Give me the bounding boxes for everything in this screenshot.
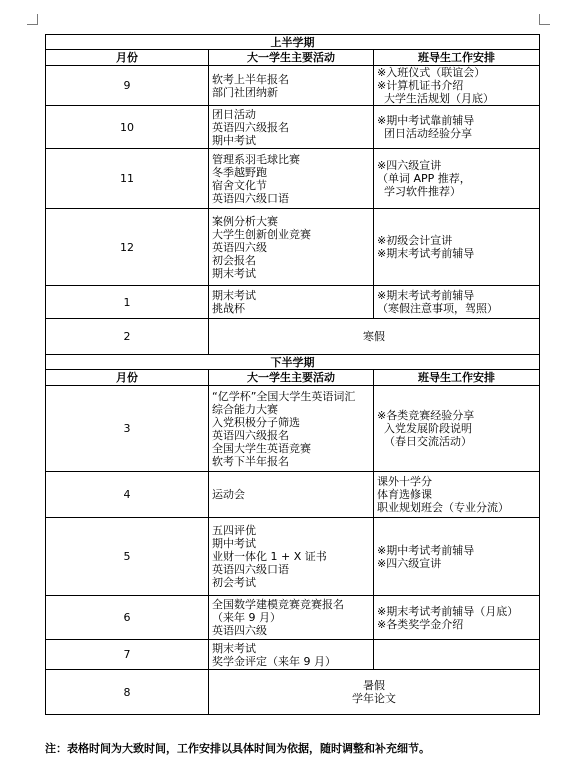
schedule-table xyxy=(45,34,540,715)
activities-cell xyxy=(209,66,374,106)
tasks-cell xyxy=(374,106,540,149)
cell-line: 软考上半年报名 xyxy=(212,72,289,86)
cell-line: 英语四六级口语 xyxy=(212,191,289,205)
table-row xyxy=(46,640,540,670)
cell-line: 英语四六级报名 xyxy=(212,428,289,442)
cell-line: 职业规划班会（专业分流） xyxy=(377,501,509,514)
cell-line: 期末考试 xyxy=(212,641,256,655)
header-activities: 大一学生主要活动 xyxy=(209,50,374,66)
cell-line: 大学生创新创业竞赛 xyxy=(212,227,311,241)
cell-line: 软考下半年报名 xyxy=(212,454,289,468)
cell-line: 全国数学建模竞赛竞赛报名 xyxy=(212,598,344,611)
month-cell: 4 xyxy=(46,472,209,518)
month-cell: 3 xyxy=(46,386,209,472)
holiday-cell xyxy=(209,670,540,715)
cell-line: 初会考试 xyxy=(212,576,256,589)
page-corner-mark-left xyxy=(27,14,38,25)
cell-line: （来年 9 月） xyxy=(212,611,281,624)
cell-line: 期末考试 xyxy=(212,289,256,302)
cell-line: ※期末考试考前辅导（月底） xyxy=(377,604,519,618)
month-cell: 7 xyxy=(46,640,209,670)
tasks-cell xyxy=(374,149,540,209)
cell-line: 团日活动经验分享 xyxy=(377,127,472,140)
cell-line: 五四评优 xyxy=(212,524,256,537)
month-cell: 12 xyxy=(46,209,209,286)
cell-line: 暑假 xyxy=(363,679,385,692)
cell-line: ※期中考试考前辅导 xyxy=(377,543,475,557)
month-cell: 1 xyxy=(46,286,209,319)
cell-line: 运动会 xyxy=(212,488,245,501)
cell-line: （春日交流活动） xyxy=(377,435,472,448)
section-title-row xyxy=(46,35,540,50)
cell-line: ※期末考试考前辅导 xyxy=(377,289,475,302)
cell-line: 寒假 xyxy=(363,330,385,343)
cell-line: 英语四六级 xyxy=(212,240,267,254)
tasks-cell xyxy=(374,518,540,596)
tasks-cell xyxy=(374,386,540,472)
tasks-cell xyxy=(374,66,540,106)
cell-line: ※各类竞赛经验分享 xyxy=(377,409,475,422)
activities-cell xyxy=(209,286,374,319)
cell-line: （单词 APP 推荐， xyxy=(377,172,471,185)
cell-line: “亿学杯”全国大学生英语词汇 xyxy=(212,389,356,403)
table-row xyxy=(46,149,540,209)
month-cell: 8 xyxy=(46,670,209,715)
cell-line: 奖学金评定（来年 9 月） xyxy=(212,654,336,668)
cell-line: ※期末考试考前辅导 xyxy=(377,247,475,260)
holiday-row xyxy=(46,319,540,355)
month-cell: 9 xyxy=(46,66,209,106)
header-tasks: 班导生工作安排 xyxy=(374,50,540,66)
activities-cell xyxy=(209,518,374,596)
cell-line: 期末考试 xyxy=(212,266,256,280)
table-row xyxy=(46,518,540,596)
cell-line: 管理系羽毛球比赛 xyxy=(212,152,300,166)
holiday-cell xyxy=(209,319,540,355)
cell-line: 期中考试 xyxy=(212,133,256,147)
activities-cell xyxy=(209,209,374,286)
cell-line: 期中考试 xyxy=(212,537,256,550)
cell-line: 案例分析大赛 xyxy=(212,214,278,228)
month-cell: 11 xyxy=(46,149,209,209)
cell-line: 大学生活规划（月底） xyxy=(377,92,494,105)
tasks-cell xyxy=(374,596,540,640)
header-month: 月份 xyxy=(46,50,209,66)
cell-line: 课外十学分 xyxy=(377,475,432,488)
table-row xyxy=(46,472,540,518)
cell-line: 团日活动 xyxy=(212,107,256,121)
cell-line: ※各类奖学金介绍 xyxy=(377,617,464,631)
header-month: 月份 xyxy=(46,370,209,386)
cell-line: 学年论文 xyxy=(352,692,396,705)
month-cell: 2 xyxy=(46,319,209,355)
table-row xyxy=(46,386,540,472)
cell-line: 入党发展阶段说明 xyxy=(377,422,472,435)
cell-line: 初会报名 xyxy=(212,253,256,267)
cell-line: 全国大学生英语竞赛 xyxy=(212,441,311,455)
tasks-cell xyxy=(374,209,540,286)
cell-line: 挑战杯 xyxy=(212,302,245,315)
cell-line: 业财一体化 1 + X 证书 xyxy=(212,550,327,563)
cell-line: ※初级会计宣讲 xyxy=(377,234,453,247)
cell-line: ※四六级宣讲 xyxy=(377,159,442,172)
cell-line: ※期中考试靠前辅导 xyxy=(377,114,475,127)
activities-cell xyxy=(209,106,374,149)
activities-cell xyxy=(209,640,374,670)
table-row xyxy=(46,209,540,286)
month-cell: 6 xyxy=(46,596,209,640)
header-row xyxy=(46,370,540,386)
activities-cell xyxy=(209,386,374,472)
cell-line: （寒假注意事项，驾照） xyxy=(377,302,498,315)
header-tasks: 班导生工作安排 xyxy=(374,370,540,386)
section-title-row xyxy=(46,355,540,370)
cell-line: 英语四六级口语 xyxy=(212,563,289,576)
cell-line: 英语四六级 xyxy=(212,624,267,637)
month-cell: 5 xyxy=(46,518,209,596)
table-row xyxy=(46,106,540,149)
section-title: 上半学期 xyxy=(46,35,540,50)
cell-line: 冬季越野跑 xyxy=(212,165,267,179)
cell-line: 体育选修课 xyxy=(377,488,432,501)
cell-line: 学习软件推荐） xyxy=(377,185,461,198)
cell-line: 宿舍文化节 xyxy=(212,178,267,192)
cell-line: ※四六级宣讲 xyxy=(377,556,442,570)
tasks-cell xyxy=(374,640,540,670)
header-activities: 大一学生主要活动 xyxy=(209,370,374,386)
section-title: 下半学期 xyxy=(46,355,540,370)
table-row xyxy=(46,286,540,319)
table-row xyxy=(46,596,540,640)
activities-cell xyxy=(209,472,374,518)
page-corner-mark-right xyxy=(539,14,550,25)
tasks-cell xyxy=(374,286,540,319)
cell-line: ※计算机证书介绍 xyxy=(377,79,464,92)
activities-cell xyxy=(209,596,374,640)
table-note: 注：表格时间为大致时间，工作安排以具体时间为依据，随时调整和补充细节。 xyxy=(45,742,430,755)
cell-line: 综合能力大赛 xyxy=(212,402,278,416)
holiday-row xyxy=(46,670,540,715)
month-cell: 10 xyxy=(46,106,209,149)
cell-line: 入党积极分子筛选 xyxy=(212,415,300,429)
header-row xyxy=(46,50,540,66)
cell-line: ※入班仪式（联谊会） xyxy=(377,66,486,79)
table-row xyxy=(46,66,540,106)
activities-cell xyxy=(209,149,374,209)
cell-line: 部门社团纳新 xyxy=(212,85,278,99)
cell-line: 英语四六级报名 xyxy=(212,120,289,134)
tasks-cell xyxy=(374,472,540,518)
